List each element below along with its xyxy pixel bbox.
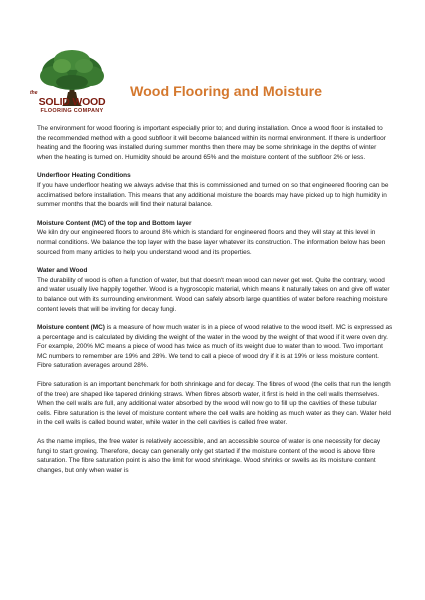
mc-paragraph [37,323,393,371]
intro-paragraph: The environment for wood flooring is important especially prior to; and during installation. Once a wood floor is installed to the recommended method with a good subfloor it will become balanced within its normal environment. If there is underfloor heating and the flooring was installed during summer months then there may be some shrinkage in the depths of winter when the heating is turned on. Humidity should be around 65% and the moisture content of the subfloor 2% or less. [37,125,386,161]
mc-rest: is a measure of how much water is in a piece of wood relative to the wood itself. MC is expressed as a percentage and is calculated by dividing the weight of the water in the wood by the weight of that wood if it were oven dry. For example, 200% MC means a piece of wood has twice as much of its weight due to water than to wood. Two important MC numbers to remember are 19% and 28%. We tend to call a piece of wood dry if it is at 19% or less moisture content. Fibre saturation averages around 28%. [37,324,393,370]
section-text-water-and-wood: The durability of wood is often a function of water, but that doesn't mean wood can never get wet. Quite the contrary, wood and water usually live happily together. Wood is a hygroscopic material, which means it naturally takes on and give off water to balance out with its surrounding environment. Wood can safely absorb large quantities of water before reaching moisture content levels that will be inviting for decay fungi. [37,276,390,313]
logo-tagline: FLOORING COMPANY [40,108,104,114]
tree-icon [22,44,122,134]
section-heading-underfloor: Underfloor Heating Conditions [37,172,131,180]
free-water-paragraph: As the name implies, the free water is relatively accessible, and an accessible source of water is one necessity for decay fungi to start growing. Therefore, decay can generally only get started if the moisture content of the wood is above fibre saturation. The fibre saturation point is also the limit for wood shrinkage. Wood shrinks or swells as its moisture content changes, but only when water is [37,438,381,474]
fibre-saturation-paragraph: Fibre saturation is an important benchmark for both shrinkage and for decay. The fibres of wood (the cells that run the length of the tree) are shaped like tapered drinking straws. When fibres absorb water, it first is held in the cell walls themselves. When the cell walls are full, any additional water absorbed by the wood will now go to fill up the cavities of these tubular cells. Fibre saturation is the level of moisture content where the cell walls are holding as much water as they can. Water held in the cell walls is called bound water, while water in the cell cavities is called free water. [37,381,391,427]
logo-wordmark: SOLID WOOD [38,96,106,108]
company-logo [22,44,122,134]
section-heading-water-and-wood: Water and Wood [37,267,88,275]
mc-lead: Moisture content (MC) [37,324,105,332]
page-title: Wood Flooring and Moisture [130,84,323,100]
document-body [37,124,393,484]
section-heading-moisture-content: Moisture Content (MC) of the top and Bottom layer [37,219,192,227]
logo-prefix: the [30,90,38,96]
section-text-moisture-content: We kiln dry our engineered floors to around 8% which is standard for engineered floors and they will stay at this level in normal conditions. We balance the top layer with the base layer whatever its construction. The information below has been sourced from many articles to help you understand wood and its properties. [37,229,386,256]
section-text-underfloor: If you have underfloor heating we always advise that this is commissioned and turned on so that engineered flooring can be acclimatised before installation. This means that any additional moisture the boards may have picked up to high humidity in summer months that the boards will find their natural balance. [37,181,389,209]
